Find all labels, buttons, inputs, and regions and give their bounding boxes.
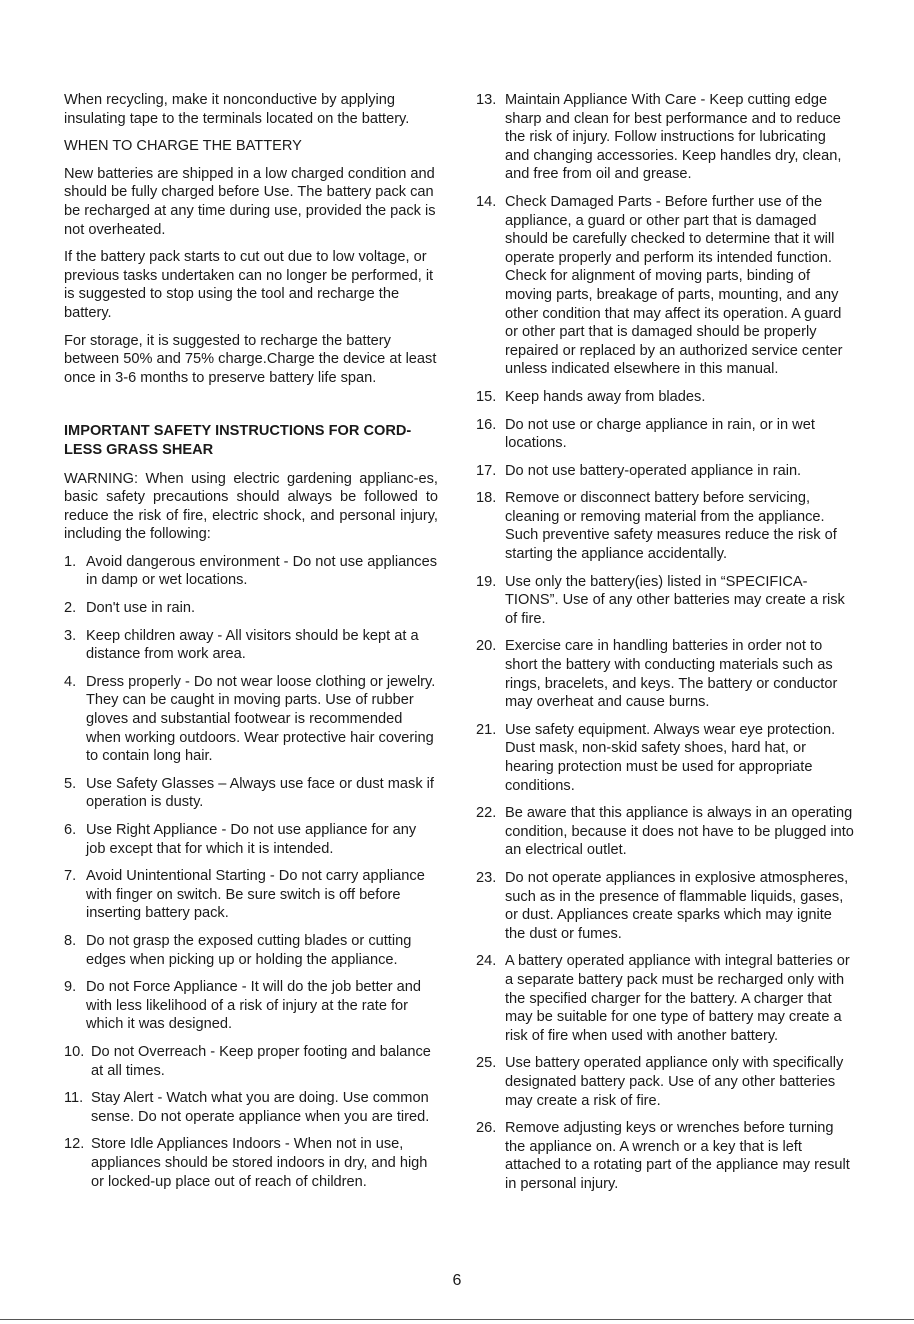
item-text: Keep hands away from blades.: [505, 388, 706, 405]
item-text: A battery operated appliance with integral batteries or a separate battery pack must be recharged only with the specified charger for the battery. A charger that may be suitable for one type of battery may create a risk of fire when used with another battery.: [505, 953, 850, 1044]
item-text: Check Damaged Parts - Before further use of the appliance, a guard or other part that is damaged should be carefully checked to determine that it will operate properly and perform its intended function. Check for alignment of moving parts, binding of moving parts, breakage of parts, mounting, and any other condition that may affect its operation. A guard or other part that is damaged should be properly repaired or replaced by an authorized service center unless indicated elsewhere in this manual.: [505, 193, 843, 378]
item-number: 9.: [64, 979, 77, 996]
item-number: 13.: [476, 92, 497, 108]
item-number: 6.: [64, 822, 77, 838]
item-number: 1.: [64, 553, 77, 570]
list-item: [64, 1135, 438, 1191]
item-number: 15.: [476, 388, 497, 405]
item-number: 3.: [64, 627, 77, 644]
item-text: Use Safety Glasses – Always use face or dust mask if operation is dusty.: [86, 775, 434, 811]
list-item: [64, 932, 438, 969]
list-item: [476, 637, 854, 711]
list-item: [476, 388, 854, 407]
list-item: [64, 821, 438, 858]
item-number: 5.: [64, 775, 77, 792]
item-text: Do not operate appliances in explosive atmospheres, such as in the presence of flammable liquids, gases, or dust. Appliances create sparks which may ignite the dust or fumes.: [505, 869, 849, 942]
item-text: Be aware that this appliance is always in an operating condition, because it does not have to be plugged into an electrical outlet.: [505, 805, 854, 859]
bottom-divider: [0, 1319, 914, 1320]
item-text: Do not use or charge appliance in rain, or in wet locations.: [505, 416, 815, 452]
list-item: [476, 952, 854, 1045]
list-item: [64, 1089, 438, 1126]
list-item: [476, 462, 854, 481]
item-number: 22.: [476, 805, 497, 822]
list-item: [476, 91, 854, 184]
item-text: Dress properly - Do not wear loose clothing or jewelry. They can be caught in moving parts. Use of rubber gloves and substantial footwear is recommended when working outdoors. Wear protective hair covering to contain long hair.: [86, 673, 436, 765]
item-text: Stay Alert - Watch what you are doing. Use common sense. Do not operate appliance when you are tired.: [91, 1090, 430, 1125]
list-item: [476, 804, 854, 860]
list-item: [476, 1119, 854, 1193]
item-text: Avoid Unintentional Starting - Do not carry appliance with finger on switch. Be sure switch is off before inserting battery pack.: [86, 868, 425, 922]
list-item: [476, 1054, 854, 1110]
item-number: 14.: [476, 193, 497, 210]
list-item: [476, 416, 854, 453]
item-text: Use battery operated appliance only with specifically designated battery pack. Use of any other batteries may create a risk of fire.: [505, 1055, 844, 1109]
item-number: 18.: [476, 490, 497, 507]
item-text: Remove adjusting keys or wrenches before turning the appliance on. A wrench or a key that is left attached to a rotating part of the appliance may result in personal injury.: [505, 1120, 850, 1192]
item-number: 8.: [64, 932, 77, 949]
item-number: 4.: [64, 673, 77, 690]
item-number: 17.: [476, 462, 497, 479]
item-text: Avoid dangerous environment - Do not use appliances in damp or wet locations.: [86, 553, 438, 589]
safety-list-right: [476, 91, 854, 1193]
item-text: Store Idle Appliances Indoors - When not in use, appliances should be stored indoors in dry, and high or locked-up place out of reach of children.: [91, 1136, 428, 1190]
item-text: Don't use in rain.: [86, 600, 196, 617]
item-text: Do not use battery-operated appliance in rain.: [505, 462, 802, 479]
item-text: Do not grasp the exposed cutting blades or cutting edges when picking up or holding the appliance.: [86, 932, 412, 968]
item-text: Maintain Appliance With Care - Keep cutting edge sharp and clean for best performance and to reduce the risk of injury. Follow instructions for lubricating and changing accessories. Keep handles dry, clean, and free from oil and grease.: [505, 92, 842, 183]
item-number: 19.: [476, 573, 497, 590]
item-number: 24.: [476, 953, 497, 970]
item-text: Remove or disconnect battery before servicing, cleaning or removing material from the appliance. Such preventive safety measures reduce the risk of starting the appliance accidentally.: [505, 490, 837, 563]
list-item: [476, 193, 854, 379]
charge-section-label: WHEN TO CHARGE THE BATTERY: [64, 138, 302, 155]
item-number: 10.: [64, 1043, 85, 1060]
list-item: [64, 775, 438, 812]
page-number: 6: [452, 1272, 462, 1289]
item-text: Do not Overreach - Keep proper footing and balance at all times.: [91, 1043, 431, 1079]
left-column: [64, 91, 438, 1200]
item-number: 7.: [64, 868, 77, 885]
list-item: [64, 599, 438, 618]
list-item: [64, 627, 438, 664]
item-number: 21.: [476, 721, 497, 738]
list-item: [64, 867, 438, 923]
item-number: 26.: [476, 1120, 497, 1137]
warning-paragraph: WARNING: When using electric gardening applianc-es, basic safety precautions should always be followed to reduce the risk of fire, electric shock, and personal injury, including the following:: [64, 470, 438, 543]
item-number: 16.: [476, 416, 497, 433]
low-voltage-paragraph: If the battery pack starts to cut out due to low voltage, or previous tasks undertaken can no longer be performed, it is suggested to stop using the tool and recharge the battery.: [64, 249, 434, 321]
list-item: [64, 978, 438, 1034]
list-item: [476, 489, 854, 563]
list-item: [64, 553, 438, 590]
recycling-paragraph: When recycling, make it nonconductive by applying insulating tape to the terminals located on the battery.: [64, 92, 410, 127]
right-column: [476, 91, 854, 1202]
list-item: [64, 673, 438, 766]
item-number: 11.: [64, 1090, 84, 1107]
item-number: 2.: [64, 600, 77, 617]
item-number: 23.: [476, 869, 497, 886]
item-number: 12.: [64, 1136, 85, 1153]
list-item: [476, 573, 854, 629]
new-batteries-paragraph: New batteries are shipped in a low charged condition and should be fully charged before Use. The battery pack can be recharged at any time during use, provided the pack is not overheated.: [64, 165, 436, 238]
item-text: Do not Force Appliance - It will do the job better and with less likelihood of a risk of injury at the rate for which it was designed.: [86, 979, 422, 1033]
item-text: Exercise care in handling batteries in order not to short the battery with conducting materials such as rings, bracelets, and keys. The battery or conductor may overheat and cause burns.: [505, 638, 838, 711]
list-item: [476, 869, 854, 943]
item-number: 25.: [476, 1055, 497, 1072]
item-text: Use only the battery(ies) listed in “SPECIFICA-TIONS”. Use of any other batteries may create a risk of fire.: [505, 573, 845, 627]
list-item: [476, 721, 854, 795]
storage-paragraph: For storage, it is suggested to recharge the battery between 50% and 75% charge.Charge the device at least once in 3-6 months to preserve battery life span.: [64, 332, 437, 386]
item-text: Use Right Appliance - Do not use appliance for any job except that for which it is intended.: [86, 822, 417, 857]
item-number: 20.: [476, 638, 497, 655]
safety-heading: IMPORTANT SAFETY INSTRUCTIONS FOR CORD-LESS GRASS SHEAR: [64, 423, 412, 458]
item-text: Use safety equipment. Always wear eye protection. Dust mask, non-skid safety shoes, hard hat, or hearing protection must be used for appropriate conditions.: [505, 721, 836, 794]
item-text: Keep children away - All visitors should be kept at a distance from work area.: [86, 627, 419, 663]
list-item: [64, 1043, 438, 1080]
safety-list-left: [64, 553, 438, 1191]
